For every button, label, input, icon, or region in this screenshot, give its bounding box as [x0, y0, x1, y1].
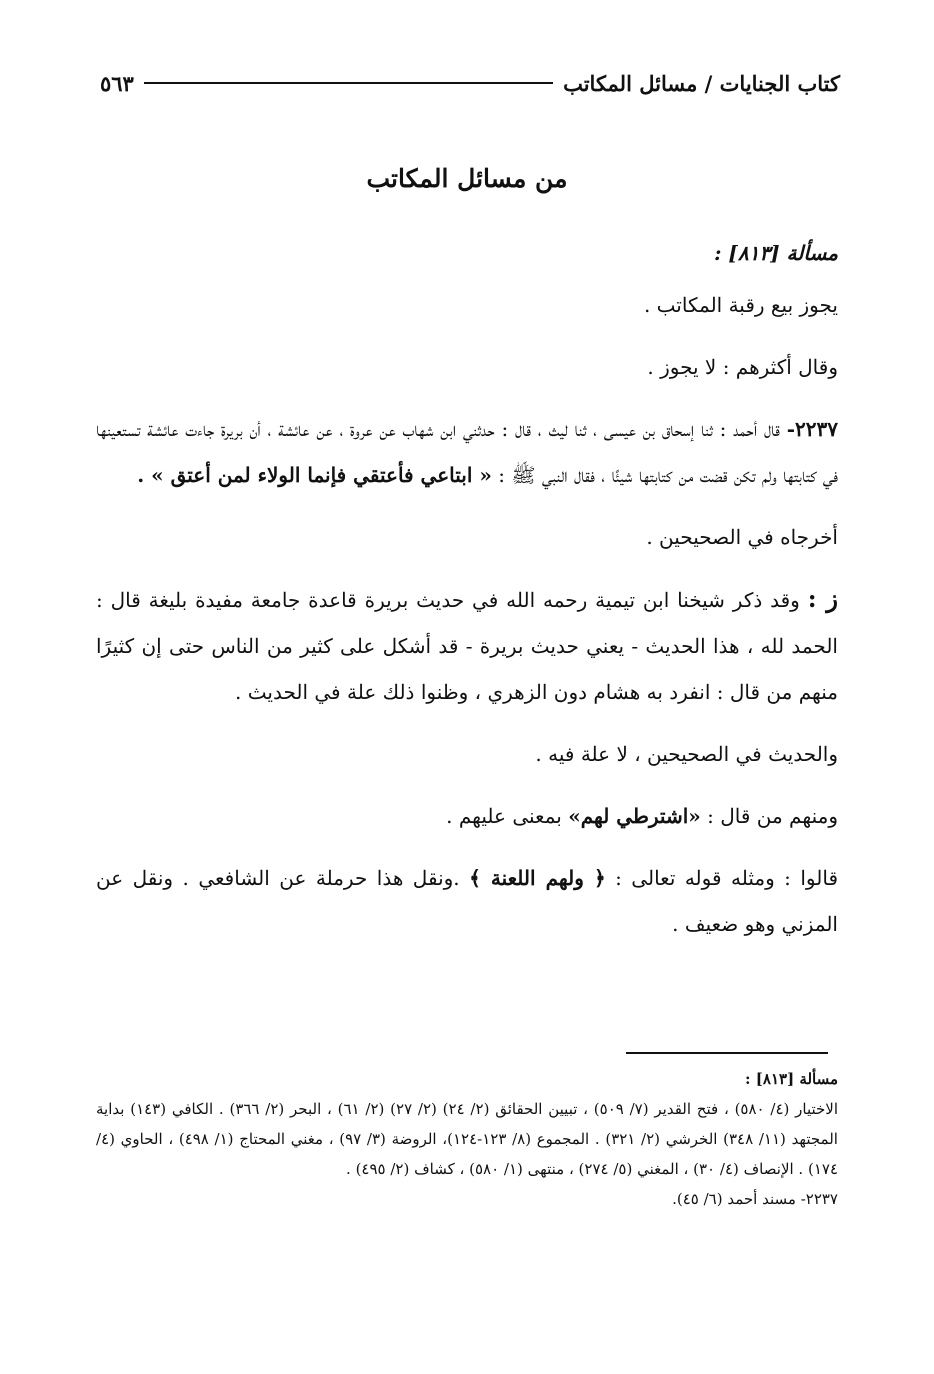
- paragraph-5: [96, 576, 838, 715]
- header-title: كتاب الجنايات / مسائل المكاتب: [563, 70, 840, 96]
- hadith-number: ٢٢٣٧-: [786, 417, 839, 441]
- paragraph-7: [96, 793, 838, 839]
- quran-quote: ﴿ ولهم اللعنة ﴾: [469, 866, 606, 890]
- paragraph-7-before: ومنهم من قال :: [707, 804, 838, 828]
- paragraph-8-after: .ونقل هذا حرملة عن الشافعي . ونقل عن المزني وهو ضعيف .: [96, 866, 838, 936]
- page-number: ٥٦٣: [100, 70, 134, 96]
- main-text: [96, 230, 838, 963]
- hadith-text: قال أحمد : ثنا إسحاق بن عيسى ، ثنا ليث ، قال : حدثني ابن شهاب عن عروة ، عن عائشة ، أن بريرة جاءت عائشة تستعينها في كتابتها ولم تكن قضت من كتابتها شيئًا ، فقال النبي ﷺ :: [96, 417, 838, 487]
- footnote-rule: [626, 1052, 828, 1054]
- masala-label: مسألة [٨١٣] :: [714, 241, 838, 265]
- header-rule: [144, 82, 553, 84]
- paragraph-5-text: وقد ذكر شيخنا ابن تيمية رحمه الله في حديث بريرة قاعدة جامعة مفيدة بليغة قال : الحمد لله ، هذا الحديث - يعني حديث بريرة - قد أشكل على كثير من الناس حتى إن كثيرًا منهم من قال : انفرد به هشام دون الزهري ، وظنوا ذلك علة في الحديث .: [96, 588, 838, 704]
- paragraph-7-after: بمعنى عليهم .: [446, 804, 562, 828]
- paragraph-8: [96, 855, 838, 947]
- footnotes: [96, 1064, 838, 1214]
- paragraph-8-before: قالوا : ومثله قوله تعالى :: [615, 866, 839, 890]
- paragraph-6: والحديث في الصحيحين ، لا علة فيه .: [535, 742, 838, 766]
- hadith-quote: « ابتاعي فأعتقي فإنما الولاء لمن أعتق » .: [137, 463, 492, 487]
- zawaid-marker: ز :: [807, 584, 839, 613]
- running-header: [100, 66, 840, 100]
- paragraph-1: يجوز بيع رقبة المكاتب .: [643, 293, 838, 317]
- masala-heading: [96, 230, 838, 276]
- footnote-label: مسألة [٨١٣] :: [745, 1070, 838, 1088]
- paragraph-7-quote: «اشترطي لهم»: [568, 804, 701, 828]
- paragraph-2: وقال أكثرهم : لا يجوز .: [647, 355, 838, 379]
- footnote-references: الاختيار (٤/ ٥٨٠) ، فتح القدير (٧/ ٥٠٩) ، تبيين الحقائق (٢/ ٢٤) (٢/ ٢٧) (٢/ ٦١) ، البحر (٢/ ٣٦٦) . الكافي (١٤٣) بداية المجتهد (١١/ ٣٤٨) الخرشي (٢/ ٣٢١) . المجموع (٨/ ١٢٣-١٢٤)، الروضة (٣/ ٩٧) ، مغني المحتاج (١/ ٤٩٨) ، الحاوي (٤/ ١٧٤) . الإنصاف (٤/ ٣٠) ، المغني (٥/ ٢٧٤) ، منتهى (١/ ٥٨٠) ، كشاف (٢/ ٤٩٥) .: [96, 1100, 838, 1178]
- paragraph-4: أخرجاه في الصحيحين .: [646, 525, 838, 549]
- paragraph-hadith: [96, 406, 838, 498]
- footnote-hadith-ref: ٢٢٣٧- مسند أحمد (٦/ ٤٥).: [672, 1190, 838, 1208]
- section-title: من مسائل المكاتب: [366, 164, 568, 193]
